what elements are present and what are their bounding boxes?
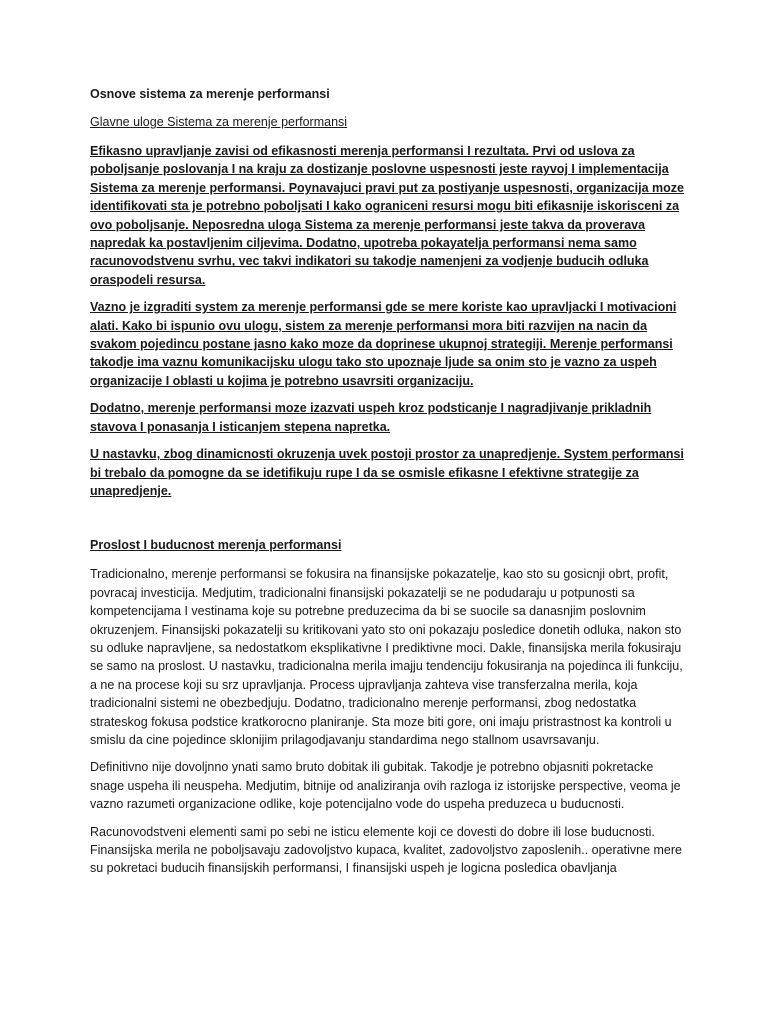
- paragraph-definitely: Definitivno nije dovoljnno ynati samo bruto dobitak ili gubitak. Takodje je potrebno objasniti pokretacke snage uspeha ili neuspeha. Medjutim, bitnije od analiziranja ovih razloga iz istorijske perspective, veoma je vazno razumeti organizacione odlike, koje potencijalno vode do uspeha preduzeca u buducnosti.: [90, 760, 681, 812]
- paragraph-additionally: Dodatno, merenje performansi moze izazvati uspeh kroz podsticanje I nagradjivanje prikladnih stavova I ponasanja I isticanjem stepena napretka.: [90, 401, 652, 434]
- document-title: Osnove sistema za merenje performansi: [90, 87, 330, 101]
- paragraph-accounting-elements: Racunovodstveni elementi sami po sebi ne isticu elemente koji ce dovesti do dobre ili lose buducnosti. Finansijska merila ne poboljsavaju zadovoljstvo kupaca, kvalitet, zadovoljstvo zaposlenih.. operativne mere su pokretaci buducih finansijskih performansi, I finansijski uspeh je logicna posledica obavljanja: [90, 824, 682, 876]
- document-page: [90, 86, 686, 887]
- paragraph-traditionally: Tradicionalno, merenje performansi se fokusira na finansijske pokazatelje, kao sto su gosicnji obrt, profit, povracaj investicija. Medjutim, tradicionalni finansijski pokazatelji se ne podudaraju u potpunosti sa kompetencijama I vestinama koje su potrebne preduzecima da bi se suocile sa danasnjim poslovnim okruzenjem. Finansijski pokazatelji su kritikovani yato sto oni pokazaju posledice donetih odluka, nakon sto su odluke napravljene, sa nedostatkom eksplikativne I prediktivne moci. Dakle, finansijska merila fokusiraju se samo na proslost. U nastavku, tradicionalna merila imajju tendenciju fokusiranja na pojedinca ili funkciju, a ne na procese koji su srz upravljanja. Process ujpravljanja zahteva vise transferzalna merila, koja tradicionalni sistemi ne obezbedjuju. Dodatno, tradicionalno merenje performansi, zbog nedostatka strateskog fokusa podstice kratkorocno planiranje. Sta moze biti gore, oni imaju pristrastnost ka kontroli u smislu da cine pojedince sklonijim prilagodjavanju standardima nego stallnom usavrsavanju.: [90, 567, 683, 747]
- paragraph-continuation: U nastavku, zbog dinamicnosti okruzenja uvek postoji prostor za unapredjenje. System performansi bi trebalo da pomogne da se idetifikuju rupe I da se osmisle efikasne I efektivne strategije za unapredjenje.: [90, 447, 684, 498]
- section-heading-past-future: Proslost I buducnost merenja performansi: [90, 538, 342, 553]
- section-spacer: [90, 509, 686, 537]
- section-heading-main-roles: Glavne uloge Sistema za merenje performansi: [90, 115, 348, 129]
- paragraph-build-system: Vazno je izgraditi system za merenje performansi gde se mere koriste kao upravljacki I motivacioni alati. Kako bi ispunio ovu ulogu, sistem za merenje performansi mora biti razvijen na nacin da svakom pojedincu postane jasno kako moze da doprinese ukupnoj strategiji. Merenje performansi takodje ima vaznu komunikacijsku ulogu tako sto upoznaje ljude sa onim sto je vazno za uspeh organizacije I oblasti u kojima je potrebno usavrsiti organizaciju.: [90, 300, 677, 388]
- paragraph-efficient-management: Efikasno upravljanje zavisi od efikasnosti merenja performansi I rezultata. Prvi od uslova za poboljsanje poslovanja I na kraju za dostizanje poslovne uspesnosti jeste rayvoj I implementacija Sistema za merenje performansi. Poynavajuci pravi put za postiyanje uspesnosti, organizacija moze identifikovati sta je potrebno poboljsati I kako ograniceni resursi mogu biti efikasnije iskorisceni za ovo poboljsanje. Neposredna uloga Sistema za merenje performansi jeste takva da proverava napredak ka postavljenim ciljevima. Dodatno, upotreba pokayatelja performansi nema samo racunovodstvenu svrhu, vec takvi indikatori su takodje namenjeni za vodjenje buducih odluka oraspodeli resursa.: [90, 144, 684, 287]
